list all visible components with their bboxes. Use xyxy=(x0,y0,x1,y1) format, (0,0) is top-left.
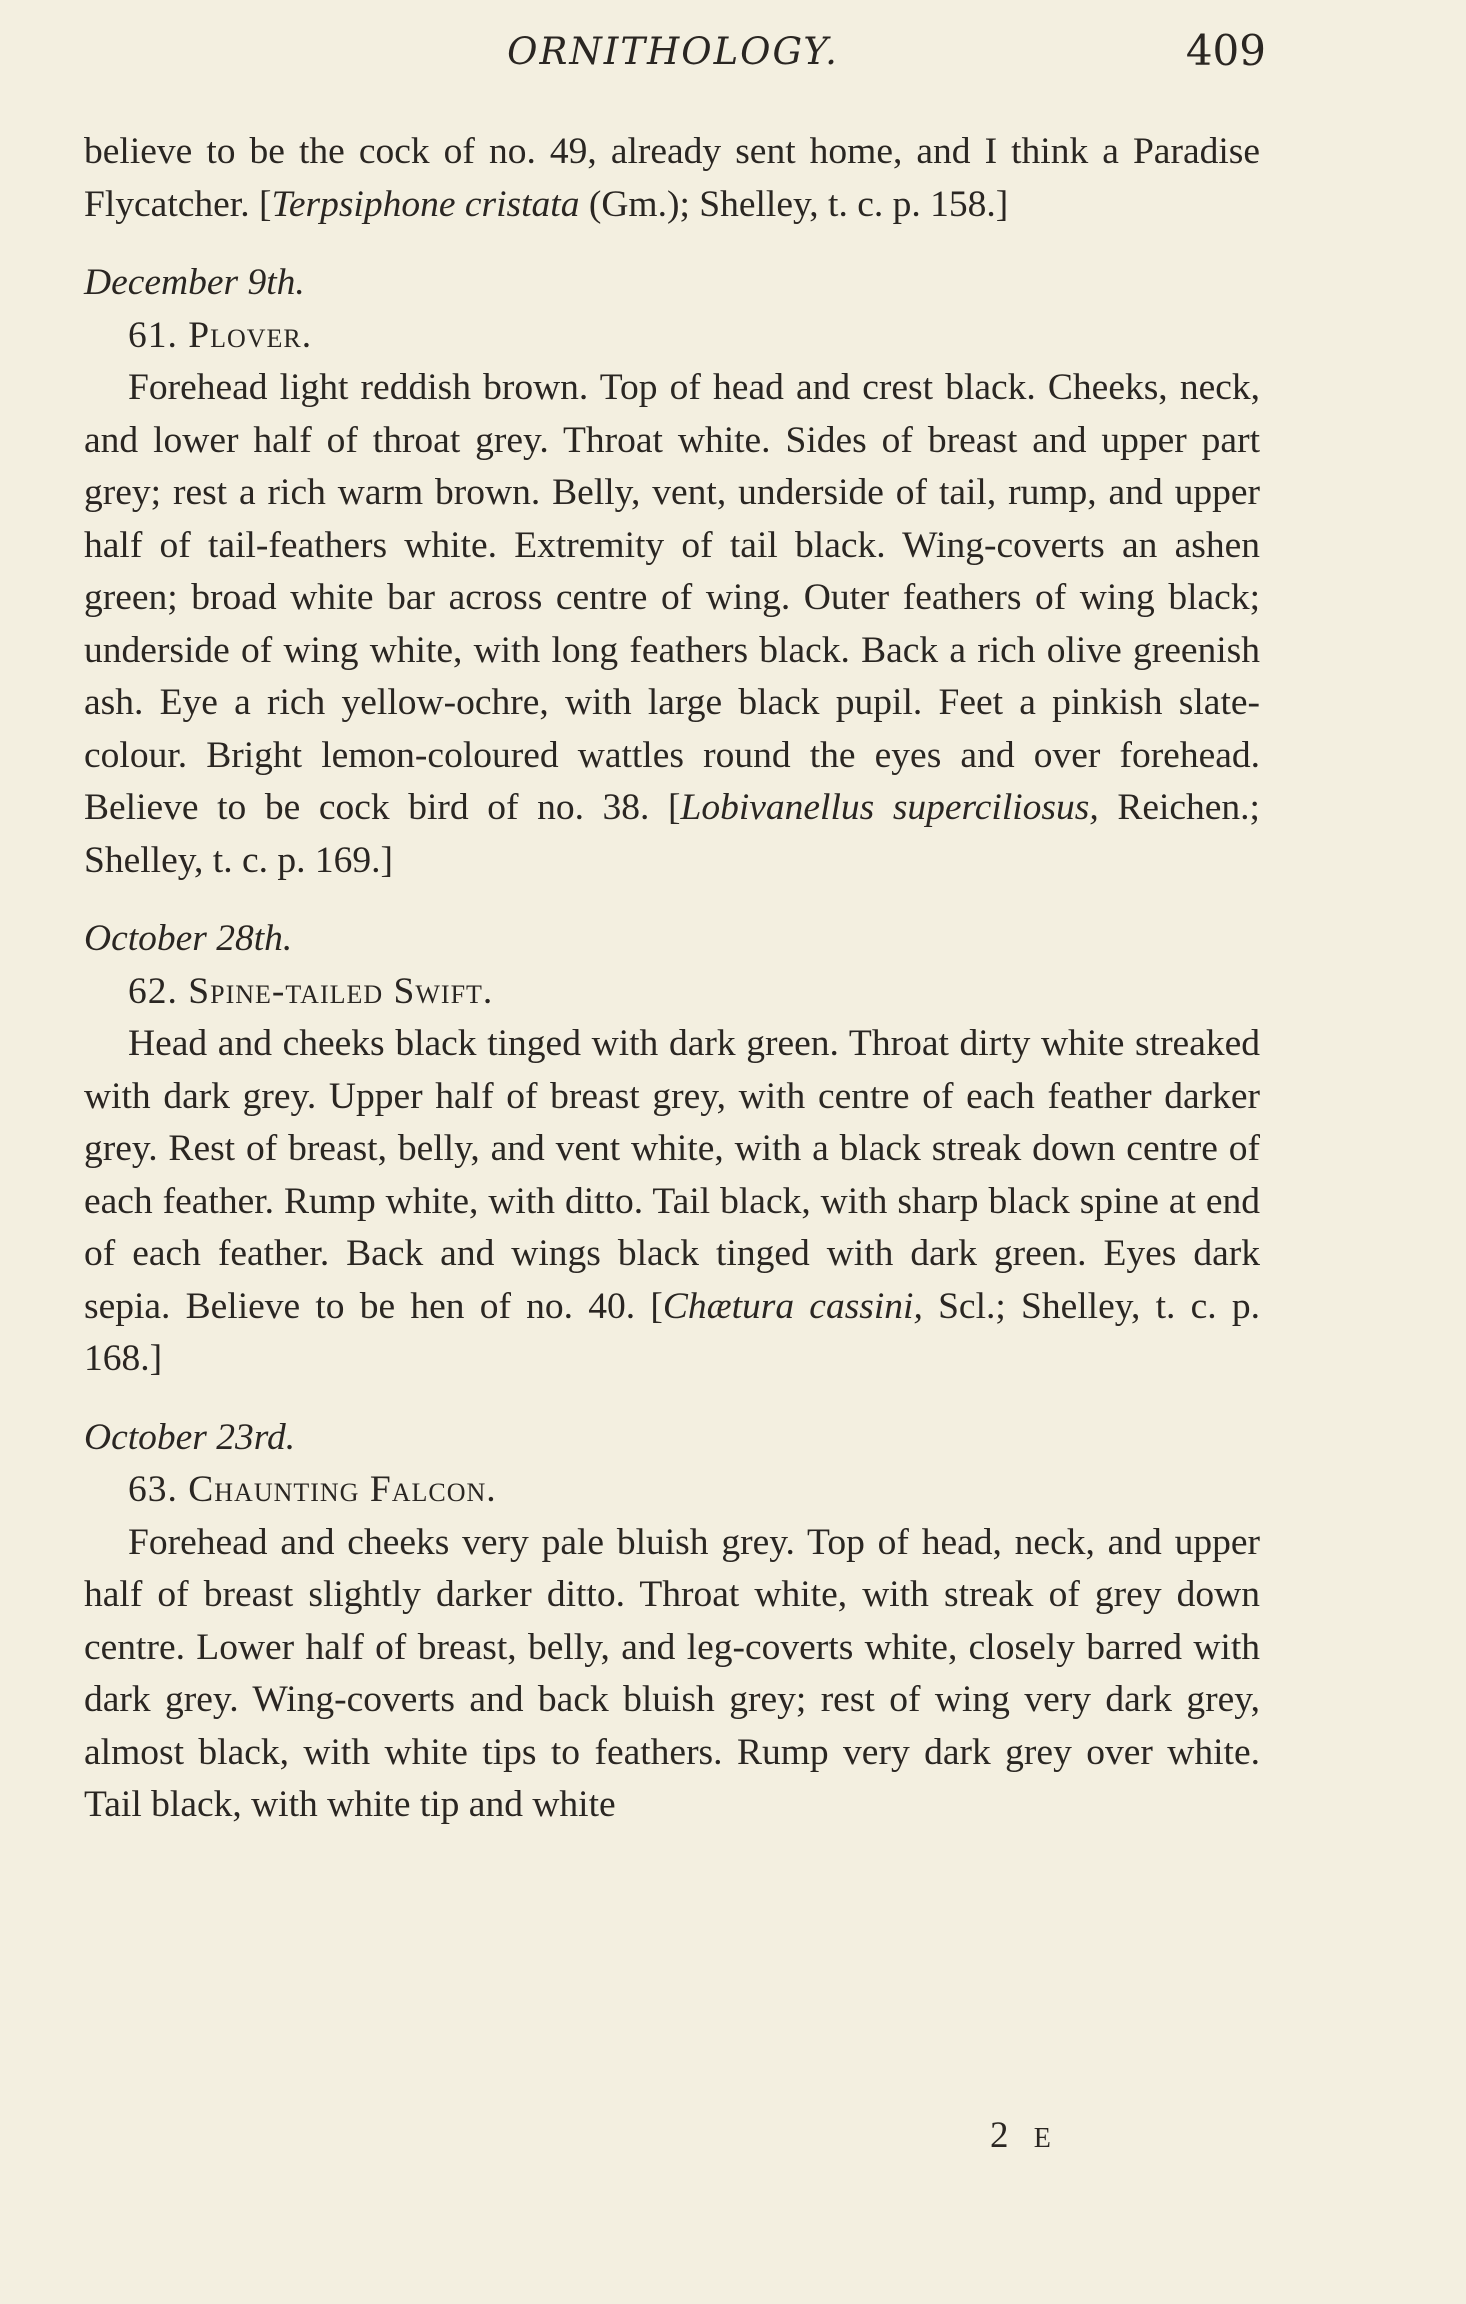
entry-name: Plover. xyxy=(188,314,313,356)
intro-species: Terpsiphone cristata xyxy=(271,183,580,225)
signature-letter: E xyxy=(1033,2123,1059,2154)
entry-date: October 28th. xyxy=(84,918,293,959)
entry-date: December 9th. xyxy=(84,262,305,303)
entry-reference: Scl.; Shelley, t. c. p. 168.] xyxy=(84,1285,1260,1379)
entry-description-text: Forehead light reddish brown. Top of head and crest black. Cheeks, neck, and lower half of throat grey. Throat white. Sides of breast and upper part grey; rest a rich warm brown. Belly, vent, underside of tail, rump, and upper half of tail-feathers white. Extremity of tail black. Wing-coverts an ashen green; broad white bar across centre of wing. Outer feathers of wing black; underside of wing white, with long feathers black. Back a rich olive greenish ash. Eye a rich yellow-ochre, with large black pupil. Feet a pinkish slate-colour. Bright lemon-coloured wattles round the eyes and over forehead. Believe to be cock bird of no. 38. [ xyxy=(84,367,1260,828)
entry-heading xyxy=(128,1464,1260,1517)
entry-number: 63. xyxy=(128,1469,178,1510)
running-title: ORNITHOLOGY. xyxy=(507,30,839,73)
entry-heading xyxy=(128,310,1260,363)
entry-description-text: Head and cheeks black tinged with dark green. Throat dirty white streaked with dark grey. Upper half of breast grey, with centre of each feather darker grey. Rest of breast, belly, and vent white, with a black streak down centre of each feather. Rump white, with ditto. Tail black, with sharp black spine at end of each feather. Back and wings black tinged with dark green. Eyes dark sepia. Believe to be hen of no. 40. [ xyxy=(84,1023,1260,1327)
intro-text-after: (Gm.); Shelley, t. c. p. 158.] xyxy=(579,183,1009,225)
entry-name: Chaunting Falcon. xyxy=(188,1469,497,1510)
signature-mark xyxy=(990,2114,1059,2157)
entry-heading xyxy=(128,966,1260,1019)
running-header xyxy=(80,24,1266,84)
page-number: 409 xyxy=(1185,26,1266,75)
intro-paragraph xyxy=(84,126,1260,231)
entry-species: Lobivanellus superciliosus, xyxy=(680,787,1099,828)
entry-reference: Reichen.; Shelley, t. c. p. 169.] xyxy=(84,787,1260,881)
entry-description xyxy=(84,1018,1260,1386)
entry-species: Chætura cassini, xyxy=(662,1285,923,1327)
entry-description xyxy=(84,1517,1260,1832)
signature-number: 2 xyxy=(990,2115,1017,2156)
entry-description-text: Forehead and cheeks very pale bluish grey. Top of head, neck, and upper half of breast slightly darker ditto. Throat white, with streak of grey down centre. Lower half of breast, belly, and leg-coverts white, closely barred with dark grey. Wing-coverts and back bluish grey; rest of wing very dark grey, almost black, with white tips to feathers. Rump very dark grey over white. Tail black, with white tip and white xyxy=(84,1521,1260,1825)
entry-date: October 23rd. xyxy=(84,1416,296,1458)
intro-text-before: believe to be the cock of no. 49, already sent home, and I think a Paradise Flycatcher. [ xyxy=(84,131,1260,225)
page-body xyxy=(84,126,1260,1832)
entry-description xyxy=(84,362,1260,887)
entry-number: 62. xyxy=(128,970,178,1012)
entry-name: Spine-tailed Swift. xyxy=(188,970,494,1012)
entry-number: 61. xyxy=(128,314,178,356)
